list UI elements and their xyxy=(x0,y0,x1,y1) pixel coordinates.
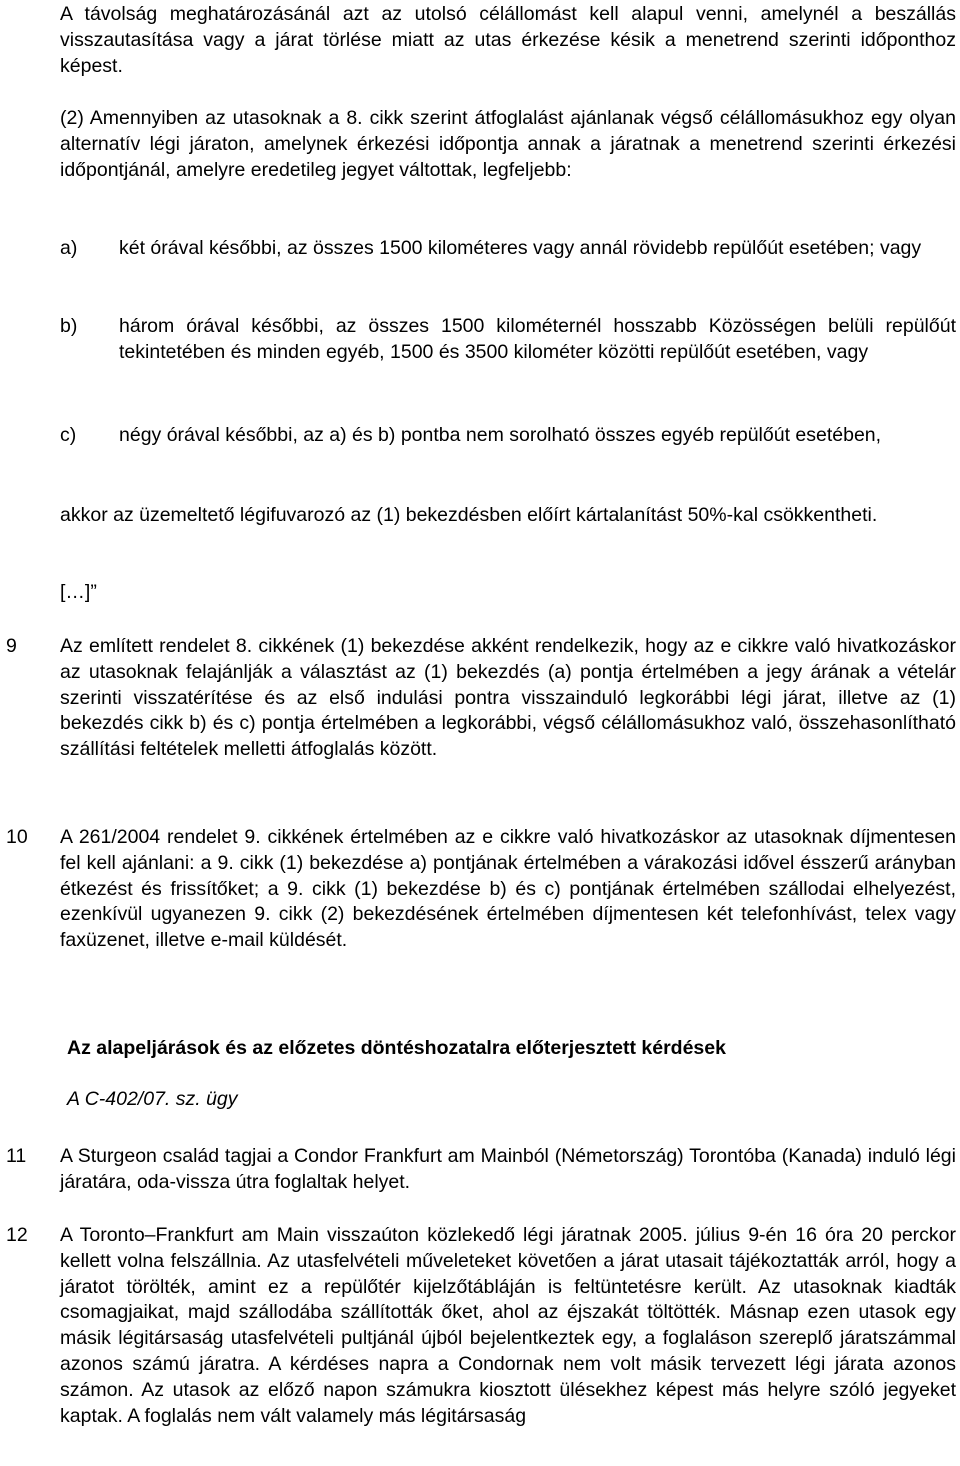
paragraph-number: 9 xyxy=(6,635,17,657)
list-text: két órával későbbi, az összes 1500 kilométeres vagy annál rövidebb repülőút esetében; vagy xyxy=(119,237,922,259)
numbered-paragraph-9 xyxy=(0,634,956,763)
paragraph-text: Az említett rendelet 8. cikkének (1) bekezdése akként rendelkezik, hogy az e cikkre való hivatkozáskor az utasoknak felajánlják a választást az (1) bekezdés (a) pontja értelmében a jegy árának a vételár szerinti visszatérítése és az első indulási pontra visszainduló legkorábbi légi járat, illetve az (1) bekezdés cikk b) és c) pontja értelmében a legkorábbi, végső célállomásukhoz való, összehasonlítható szállítási feltételek melletti átfoglalás között. xyxy=(60,635,956,761)
list-text: négy órával későbbi, az a) és b) pontba nem sorolható összes egyéb repülőút esetében, xyxy=(119,424,882,446)
list-label: a) xyxy=(60,237,78,259)
paragraph-number: 10 xyxy=(6,826,28,848)
paragraph-2: (2) Amennyiben az utasoknak a 8. cikk szerint átfoglalást ajánlanak végső célállomásukhoz egy olyan alternatív légi járaton, amelynek érkezési időpontja annak a járatnak a menetrend szerinti érkezési időpontjánál, amelyre eredetileg jegyet váltottak, legfeljebb: xyxy=(60,107,956,181)
intro-paragraph: A távolság meghatározásánál azt az utolsó célállomást kell alapul venni, amelynél a beszállás visszautasítása vagy a járat törlése miatt az utas érkezése késik a menetrend szerinti időponthoz képest. xyxy=(60,3,956,77)
paragraph-number: 12 xyxy=(6,1224,28,1246)
list-text: három órával későbbi, az összes 1500 kilométernél hosszabb Közösségen belüli repülőút tekintetében és minden egyéb, 1500 és 3500 kilométer közötti repülőút esetében, vagy xyxy=(119,315,956,363)
paragraph-number: 11 xyxy=(6,1145,27,1167)
case-reference: A C-402/07. sz. ügy xyxy=(67,1088,238,1110)
numbered-paragraph-11 xyxy=(0,1144,956,1196)
list-label: b) xyxy=(60,315,78,337)
paragraph-text: A Toronto–Frankfurt am Main visszaúton közlekedő légi járatnak 2005. július 9-én 16 óra 20 perckor kellett volna felszállnia. Az utasfelvételi műveleteket követően a járat utasait tájékoztatták arról, hogy a járatot törölték, amint ez a repülőtér kijelzőtábláján is feltüntetésre került. Az utasoknak kiadták csomagjaikat, majd szállodába szállították őket, ahol az éjszakát töltötték. Másnap ezen utasok egy másik légitársaság utasfelvételi pultjánál újból bejelentkeztek egy, a foglaláson szereplő járatszámmal azonos számú járatra. A kérdéses napra a Condornak nem volt másik tervezett légi járata azonos számon. Az utasok az előző napon számukra kiosztott ülésekhez képest más helyre szóló jegyeket kaptak. A foglalás nem vált valamely más légitársaság xyxy=(60,1224,956,1427)
closing-paragraph: akkor az üzemeltető légifuvarozó az (1) bekezdésben előírt kártalanítást 50%-kal csökkentheti. xyxy=(60,504,878,526)
numbered-paragraph-12 xyxy=(0,1223,956,1429)
paragraph-text: A Sturgeon család tagjai a Condor Frankfurt am Mainból (Németország) Torontóba (Kanada) induló légi járatára, oda-vissza útra foglaltak helyet. xyxy=(60,1145,956,1193)
omission-mark: […]” xyxy=(60,581,97,603)
numbered-paragraph-10 xyxy=(0,825,956,954)
section-heading: Az alapeljárások és az előzetes döntéshozatalra előterjesztett kérdések xyxy=(67,1037,726,1059)
list-label: c) xyxy=(60,424,77,446)
paragraph-text: A 261/2004 rendelet 9. cikkének értelmében az e cikkre való hivatkozáskor az utasoknak díjmentesen fel kell ajánlani: a 9. cikk (1) bekezdése a) pontjának értelmében a várakozási idővel ésszerű arányban étkezést és frissítőket; a 9. cikk (1) bekezdése b) és c) pontjának értelmében szállodai elhelyezést, ezenkívül ugyanezen 9. cikk (2) bekezdésének értelmében díjmentesen két telefonhívást, telex vagy faxüzenet, illetve e-mail küldését. xyxy=(60,826,956,952)
